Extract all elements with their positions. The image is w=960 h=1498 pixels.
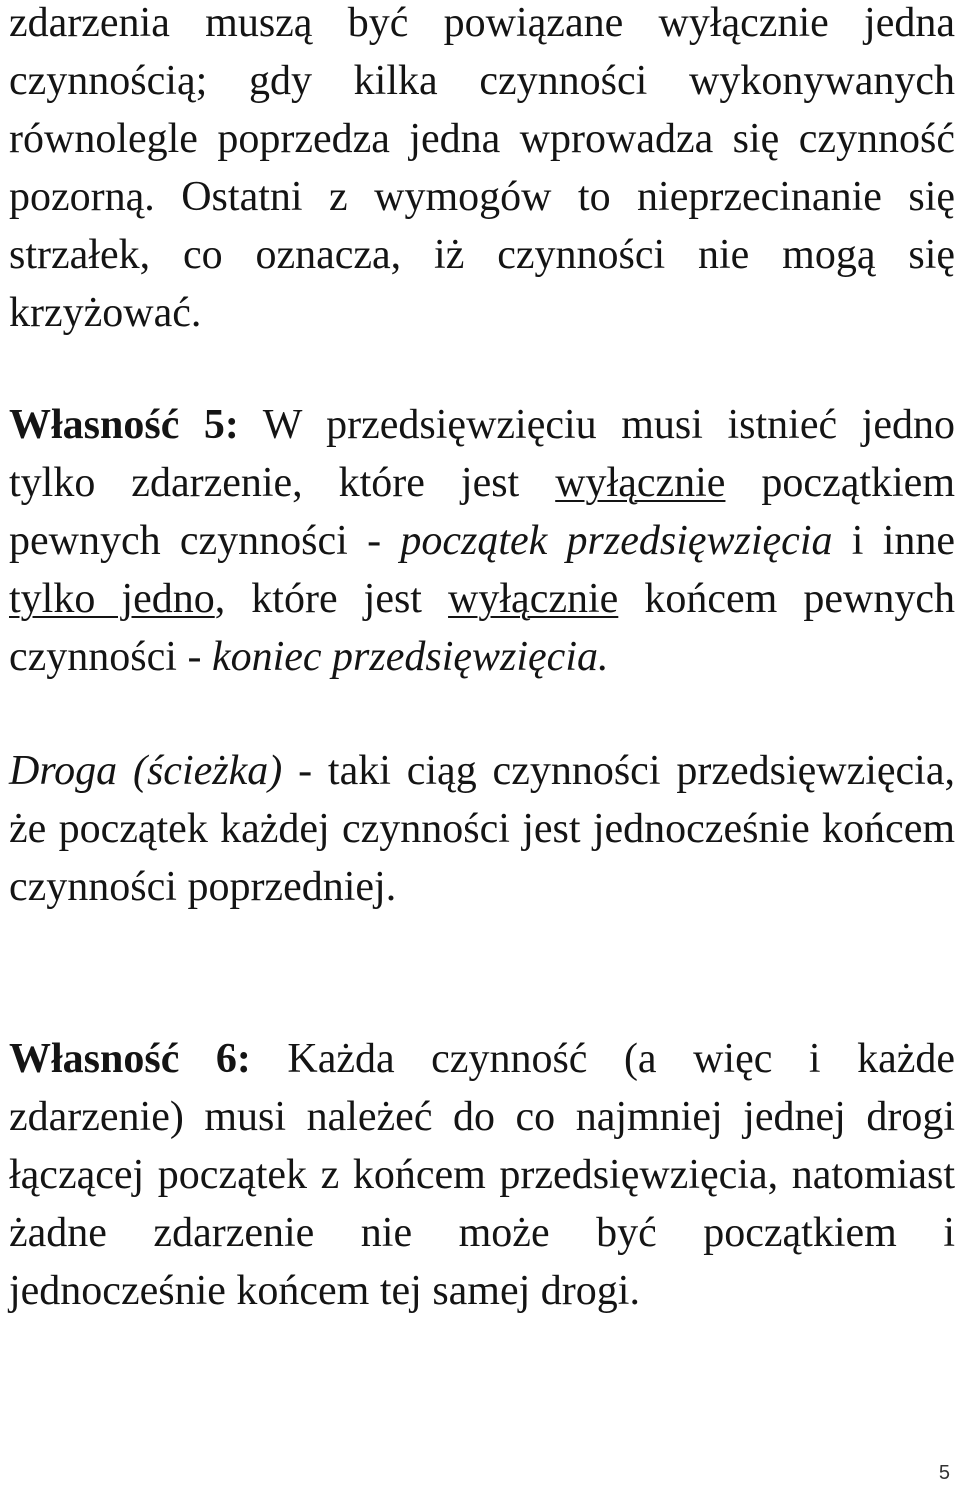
paragraph-property-5 — [9, 396, 955, 686]
property-5-text-1: W przedsięwzięciu musi istnieć jedno tylko zdarzenie, które jest — [9, 402, 955, 506]
paragraph-property-6 — [9, 1030, 955, 1320]
path-definition-text: - taki ciąg czynności przedsięwzięcia, że początek każdej czynności jest jednocześnie końcem czynności poprzedniej. — [9, 748, 955, 910]
property-5-label: Własność 5: — [9, 402, 239, 448]
paragraph-intro — [9, 0, 955, 342]
property-5-text-3: i inne — [832, 518, 956, 564]
property-6-label: Własność 6: — [9, 1036, 251, 1082]
property-5-underline-1: wyłącznie — [555, 460, 726, 506]
property-5-text-4: , które jest — [214, 576, 449, 622]
property-5-text-2: początkiem pewnych czynności - — [9, 460, 955, 564]
property-5-italic-2: koniec przedsięwzięcia. — [211, 634, 609, 680]
page-number: 5 — [938, 1462, 950, 1484]
paragraph-path-definition — [9, 742, 955, 916]
property-5-text-5: końcem pewnych czynności - — [9, 576, 955, 680]
property-5-italic-1: początek przedsięwzięcia — [400, 518, 833, 564]
property-5-underline-3: wyłącznie — [448, 576, 619, 622]
property-6-text: Każda czynność (a więc i każde zdarzenie) musi należeć do co najmniej jednej drogi łączącej początek z końcem przedsięwzięcia, natomiast żadne zdarzenie nie może być początkiem i jednocześnie końcem tej samej drogi. — [9, 1036, 955, 1314]
property-5-underline-2: tylko jedno — [9, 576, 215, 622]
path-term: Droga (ścieżka) — [9, 748, 283, 794]
paragraph-intro-text: zdarzenia muszą być powiązane wyłącznie jedna czynnością; gdy kilka czynności wykonywanych równolegle poprzedza jedna wprowadza się czynność pozorną. Ostatni z wymogów to nieprzecinanie się strzałek, co oznacza, iż czynności nie mogą się krzyżować. — [9, 0, 955, 336]
